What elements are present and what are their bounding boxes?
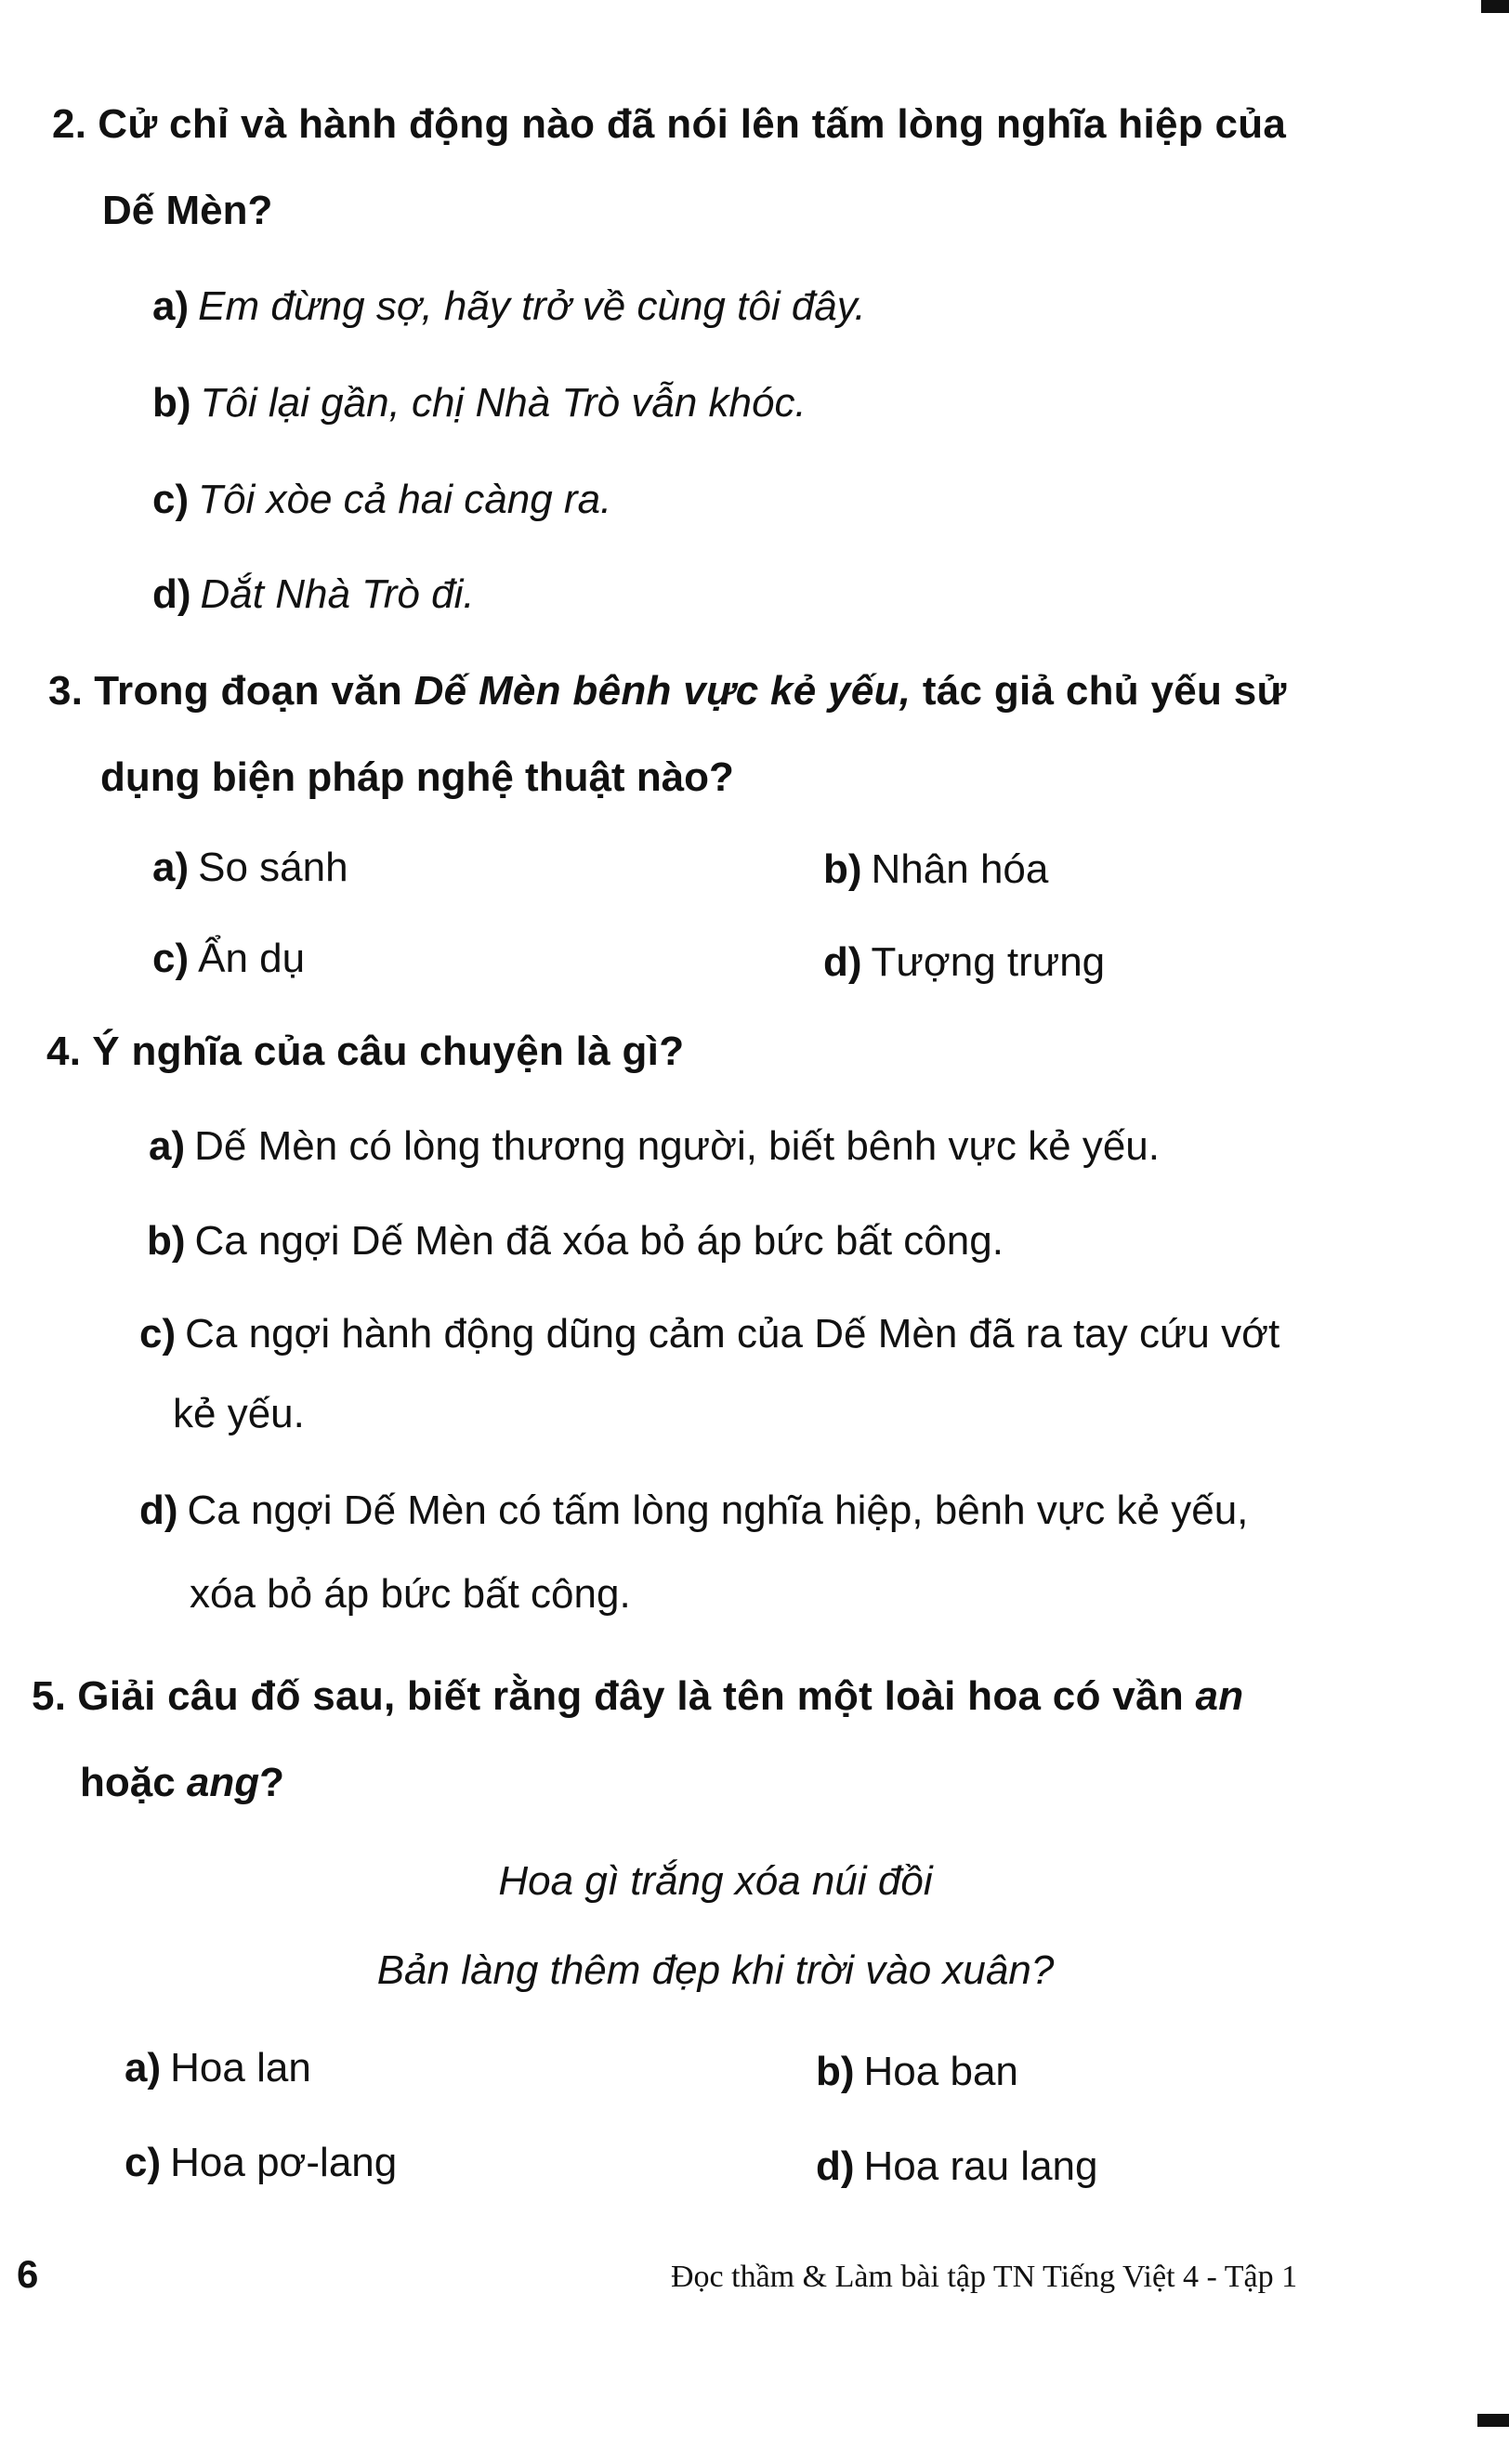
rhyme-ang: ang xyxy=(186,1760,260,1805)
option-label: a) xyxy=(149,1123,186,1169)
question-5-option-b xyxy=(816,2048,1018,2097)
option-text: Hoa pơ-lang xyxy=(170,2140,398,2185)
question-mark: ? xyxy=(259,1760,285,1805)
question-4-option-c-continued: kẻ yếu. xyxy=(173,1391,305,1436)
question-4-option-d xyxy=(139,1487,1248,1536)
question-2-option-a xyxy=(152,282,866,332)
question-5-option-a xyxy=(125,2044,311,2093)
question-4-line-1 xyxy=(46,1028,684,1077)
question-2-option-c xyxy=(152,476,611,525)
option-label: d) xyxy=(816,2143,855,2189)
option-label: b) xyxy=(823,846,862,892)
question-4-option-b xyxy=(147,1217,1004,1266)
riddle-line-1: Hoa gì trắng xóa núi đồi xyxy=(498,1858,933,1904)
option-label: a) xyxy=(125,2045,162,2090)
option-label: d) xyxy=(139,1488,178,1533)
question-3-text-pre: Trong đoạn văn xyxy=(94,668,414,714)
scan-edge-mark xyxy=(1477,2414,1509,2427)
option-label: b) xyxy=(147,1218,186,1264)
option-label: d) xyxy=(823,939,862,985)
question-2-number: 2. xyxy=(52,101,87,147)
question-3-text-post: tác giả chủ yếu sử xyxy=(911,668,1287,714)
question-3-number: 3. xyxy=(48,668,84,714)
question-4-text: Ý nghĩa của câu chuyện là gì? xyxy=(92,1029,685,1074)
question-4-number: 4. xyxy=(46,1029,82,1074)
option-label: b) xyxy=(152,380,191,426)
option-text: Ca ngợi Dế Mèn đã xóa bỏ áp bức bất công. xyxy=(194,1218,1004,1264)
question-2-line-2: Dế Mèn? xyxy=(102,188,273,233)
option-text: Tượng trưng xyxy=(871,939,1106,985)
page-number: 6 xyxy=(17,2252,39,2296)
option-text: Hoa ban xyxy=(863,2049,1018,2094)
question-3-option-b xyxy=(823,845,1048,895)
question-3-line-2: dụng biện pháp nghệ thuật nào? xyxy=(100,754,734,800)
option-text: Tôi xòe cả hai càng ra. xyxy=(198,477,612,522)
option-text: Ca ngợi hành động dũng cảm của Dế Mèn đã ra tay cứu vớt xyxy=(185,1311,1280,1357)
question-5-line-2 xyxy=(80,1760,284,1806)
option-label: b) xyxy=(816,2049,855,2094)
book-title: Đọc thầm & Làm bài tập TN Tiếng Việt 4 - Tập 1 xyxy=(671,2260,1298,2294)
question-3-option-c xyxy=(152,935,305,984)
question-2-option-d xyxy=(152,570,475,620)
question-4-option-c xyxy=(139,1310,1279,1359)
option-label: d) xyxy=(152,571,191,617)
option-label: a) xyxy=(152,283,190,329)
option-text: Hoa lan xyxy=(170,2045,311,2090)
option-text: Ca ngợi Dế Mèn có tấm lòng nghĩa hiệp, bênh vực kẻ yếu, xyxy=(187,1488,1249,1533)
question-5-line-1 xyxy=(32,1672,1243,1722)
question-5-text-pre: Giải câu đố sau, biết rằng đây là tên một loài hoa có vần xyxy=(77,1673,1196,1719)
option-text: Hoa rau lang xyxy=(863,2143,1098,2189)
question-2-line-1 xyxy=(52,100,1286,150)
option-text: Tôi lại gần, chị Nhà Trò vẫn khóc. xyxy=(200,380,807,426)
question-5-line-2-pre: hoặc xyxy=(80,1760,187,1805)
question-3-option-a xyxy=(152,844,348,893)
story-title: Dế Mèn bênh vực kẻ yếu, xyxy=(413,668,912,714)
option-text: Dế Mèn có lòng thương người, biết bênh vực kẻ yếu. xyxy=(194,1123,1160,1169)
option-text: Em đừng sợ, hãy trở về cùng tôi đây. xyxy=(198,283,866,329)
option-text: Dắt Nhà Trò đi. xyxy=(200,571,475,617)
option-label: a) xyxy=(152,845,190,890)
question-5-option-c xyxy=(125,2139,397,2188)
scan-edge-mark xyxy=(1481,0,1509,13)
question-2-text: Cử chỉ và hành động nào đã nói lên tấm lòng nghĩa hiệp của xyxy=(98,101,1287,147)
question-3-line-1 xyxy=(48,667,1287,716)
option-text: So sánh xyxy=(198,845,348,890)
question-4-option-a xyxy=(149,1122,1160,1172)
rhyme-an: an xyxy=(1195,1673,1244,1719)
riddle-line-2: Bản làng thêm đẹp khi trời vào xuân? xyxy=(376,1947,1055,1993)
question-2-option-b xyxy=(152,379,807,428)
question-5-number: 5. xyxy=(32,1673,67,1719)
option-label: c) xyxy=(152,936,190,981)
option-label: c) xyxy=(152,477,190,522)
option-label: c) xyxy=(139,1311,177,1357)
question-4-option-d-continued: xóa bỏ áp bức bất công. xyxy=(190,1571,631,1617)
option-text: Nhân hóa xyxy=(871,846,1049,892)
question-3-option-d xyxy=(823,938,1105,988)
option-label: c) xyxy=(125,2140,162,2185)
option-text: Ẩn dụ xyxy=(198,936,306,981)
question-5-option-d xyxy=(816,2143,1097,2192)
